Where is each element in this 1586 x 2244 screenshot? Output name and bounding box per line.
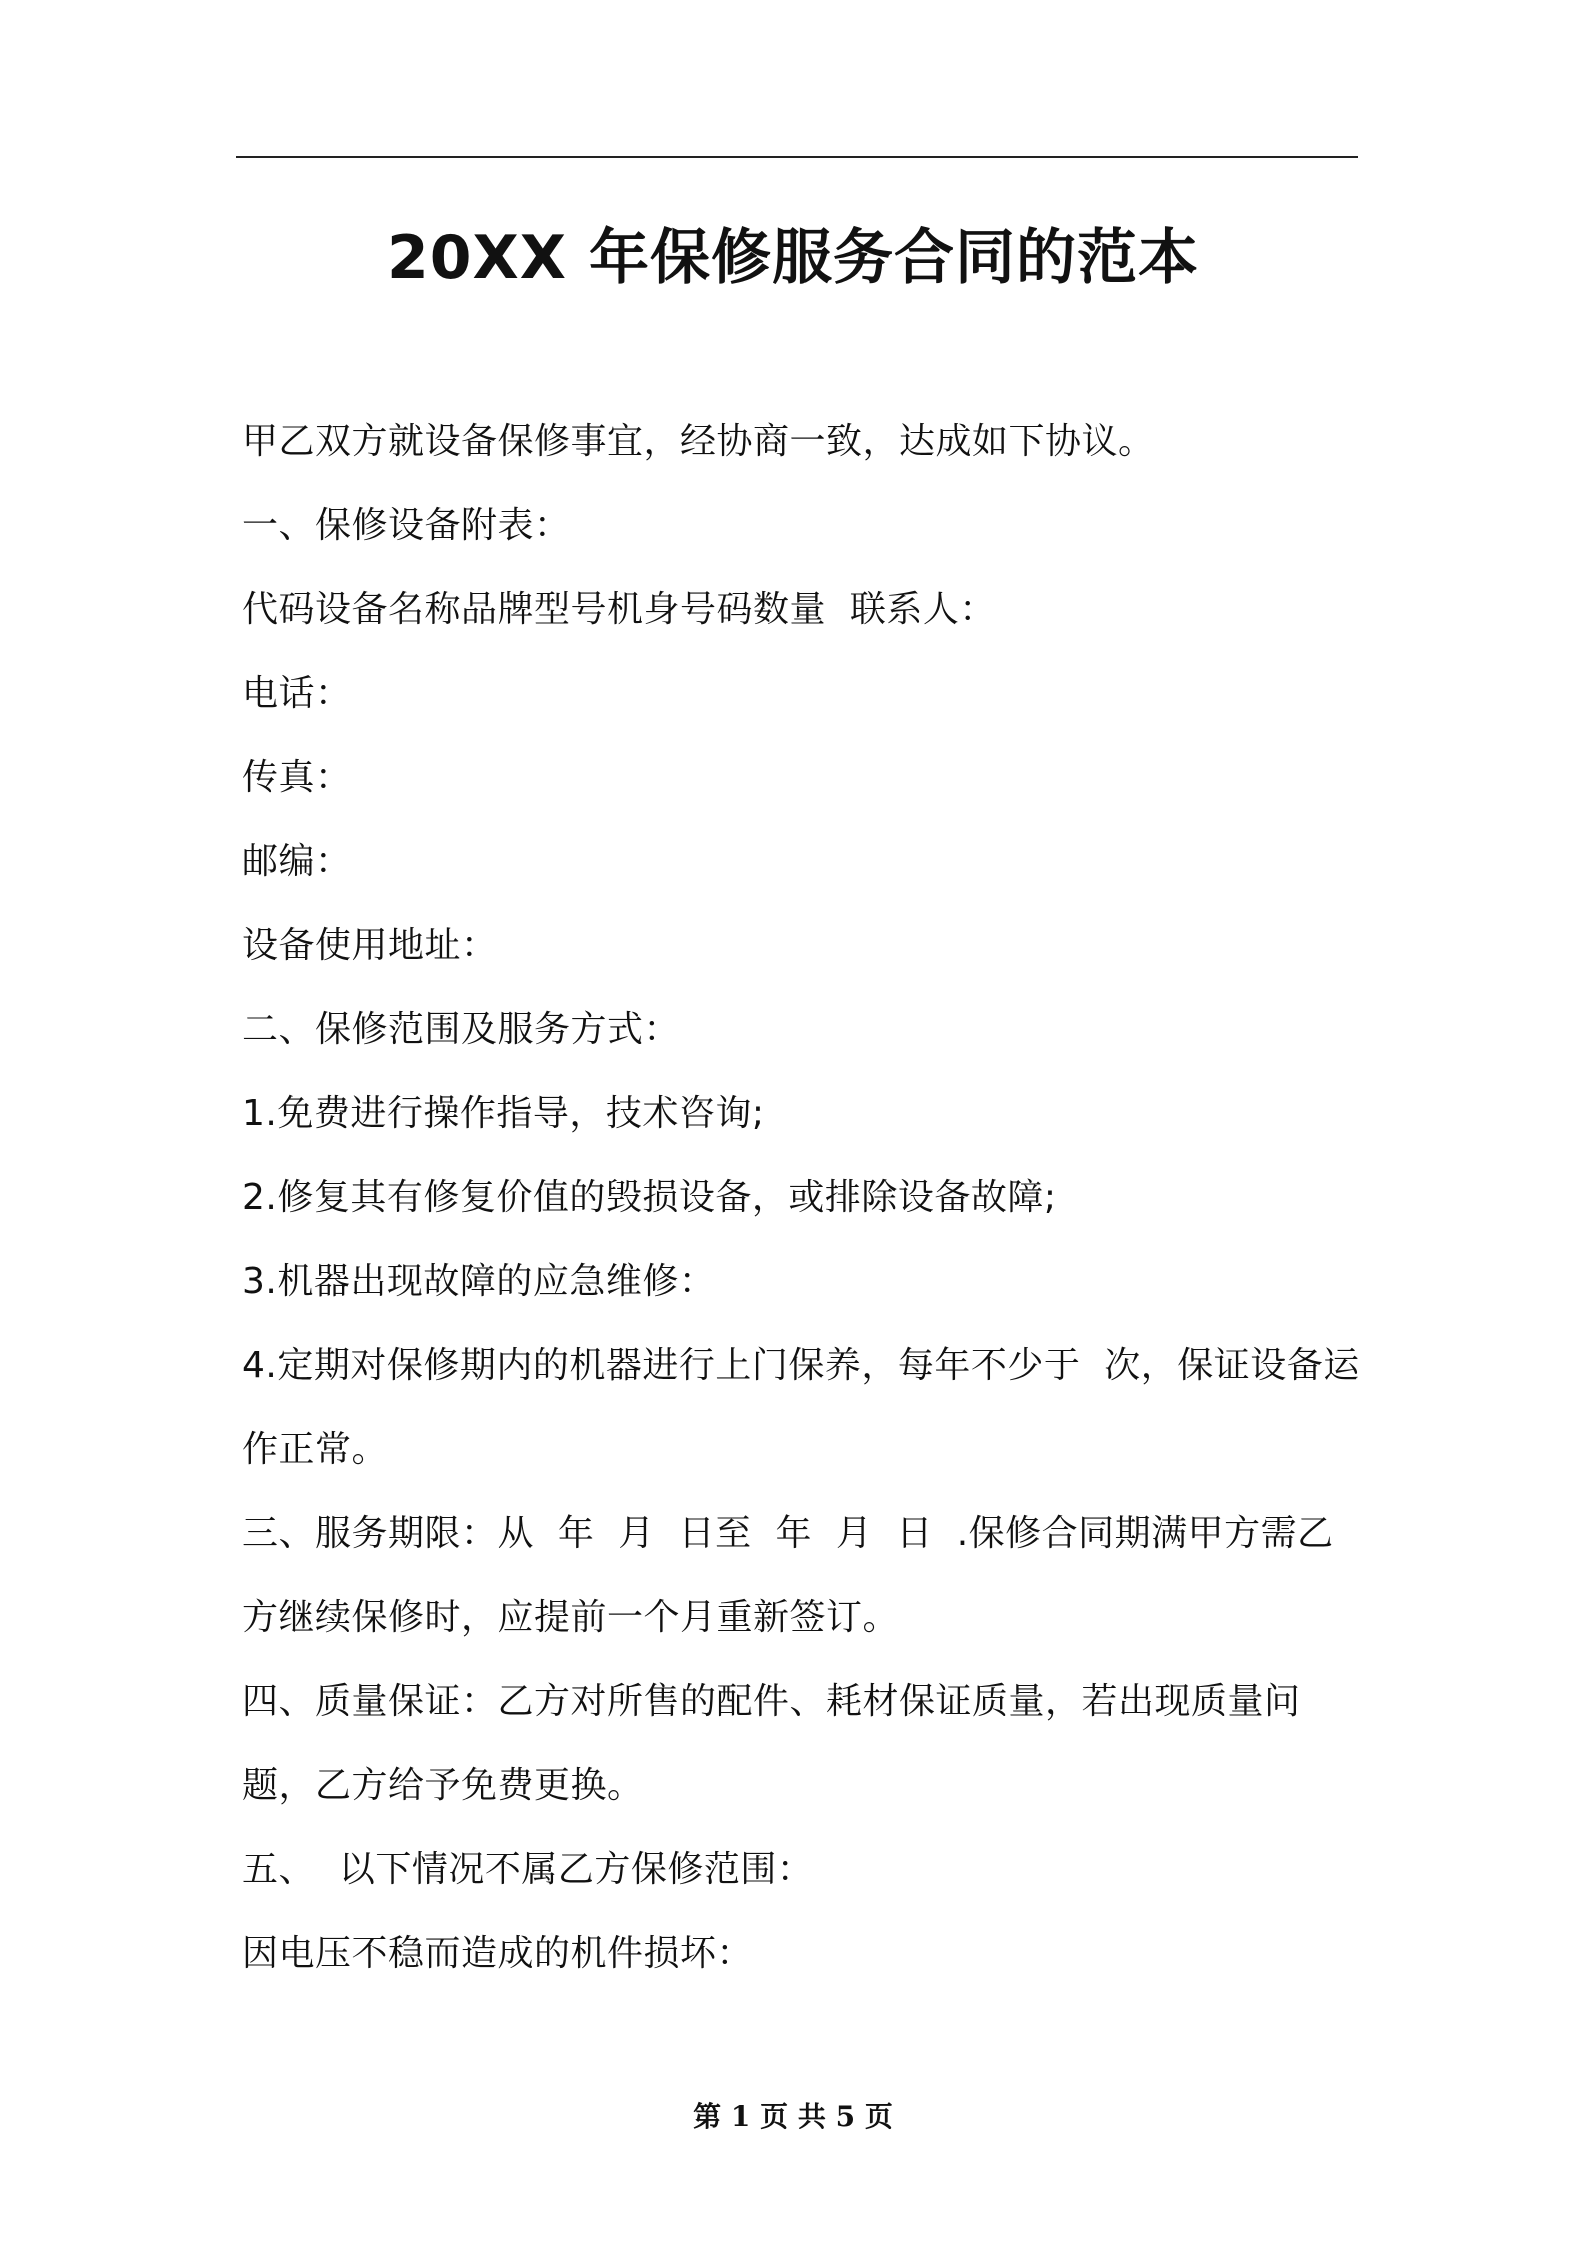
page-footer: 第 1 页 共 5 页 [693,2100,893,2133]
section-heading-3: 三、服务期限：从 年 月 日至 年 月 日 .保修合同期满甲方需乙方继续保修时，应提前一个月重新签订。 [242,1513,1334,1638]
paragraph-intro: 甲乙双方就设备保修事宜，经协商一致，达成如下协议。 [242,421,1155,462]
document-body [242,400,1360,1996]
section-heading-1: 一、保修设备附表： [242,505,571,546]
paragraph-equipment-fields: 代码设备名称品牌型号机身号码数量 联系人： [242,589,996,630]
field-phone: 电话： [242,673,352,714]
list-item-1: 1.免费进行操作指导，技术咨询; [242,1093,765,1134]
paragraph-exclusion-1: 因电压不稳而造成的机件损坏： [242,1933,754,1974]
list-item-3: 3.机器出现故障的应急维修： [242,1261,716,1302]
list-item-2: 2.修复其有修复价值的毁损设备，或排除设备故障; [242,1177,1057,1218]
field-postcode: 邮编： [242,841,352,882]
list-item-4: 4.定期对保修期内的机器进行上门保养，每年不少于 次，保证设备运作正常。 [242,1345,1360,1470]
section-heading-5: 五、 以下情况不属乙方保修范围： [242,1849,814,1890]
field-fax: 传真： [242,757,352,798]
header-rule [236,156,1358,158]
section-heading-4: 四、质量保证：乙方对所售的配件、耗材保证质量，若出现质量问题，乙方给予免费更换。 [242,1681,1301,1806]
field-address: 设备使用地址： [242,925,498,966]
section-heading-2: 二、保修范围及服务方式： [242,1009,681,1050]
document-title: 20XX 年保修服务合同的范本 [387,223,1199,293]
